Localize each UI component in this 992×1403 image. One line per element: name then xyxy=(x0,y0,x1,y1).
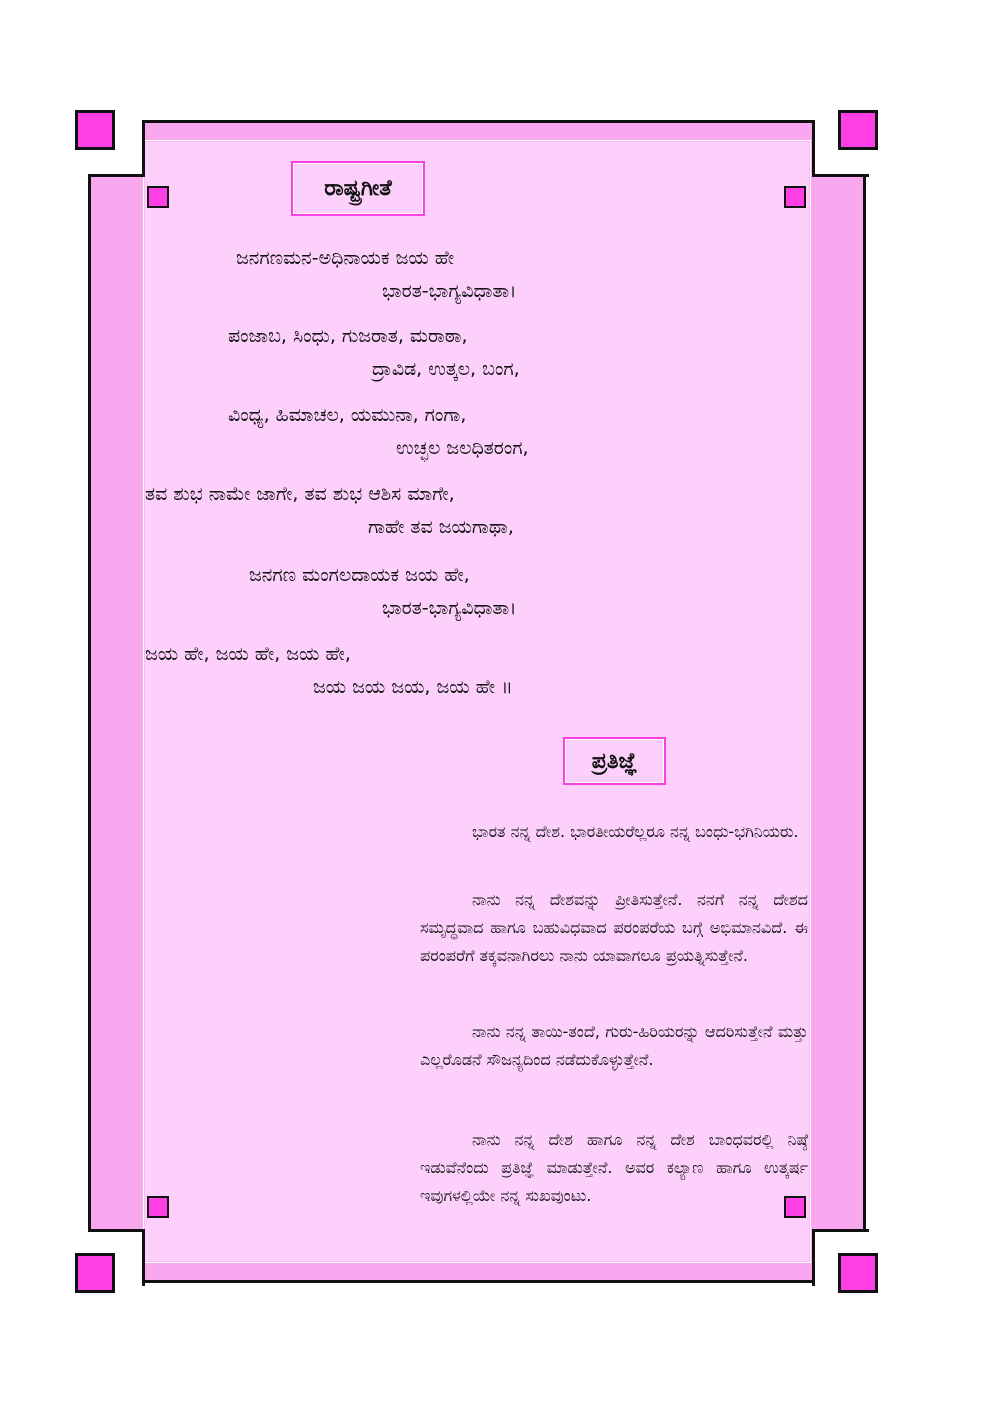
page-frame-inner xyxy=(143,140,811,1263)
corner-square-bottom-left xyxy=(75,1253,115,1293)
anthem-line: ಜನಗಣಮನ-ಅಧಿನಾಯಕ ಜಯ ಹೇ xyxy=(236,247,455,269)
pledge-paragraph: ನಾನು ನನ್ನ ತಾಯಿ-ತಂದೆ, ಗುರು-ಹಿರಿಯರನ್ನು ಆದರಿಸುತ್ತೇನೆ ಮತ್ತು ಎಲ್ಲರೊಡನೆ ಸೌಜನ್ಯದಿಂದ ನಡೆದುಕೊಳ್ಳುತ್ತೇನೆ. xyxy=(420,1022,808,1069)
pledge-paragraph: ನಾನು ನನ್ನ ದೇಶವನ್ನು ಪ್ರೀತಿಸುತ್ತೇನೆ. ನನಗೆ ನನ್ನ ದೇಶದ ಸಮೃದ್ಧವಾದ ಹಾಗೂ ಬಹುವಿಧವಾದ ಪರಂಪರೆಯ ಬಗ್ಗೆ ಅಭಿಮಾನವಿದೆ. ಈ ಪರಂಪರೆಗೆ ತಕ್ಕವನಾಗಿರಲು ನಾನು ಯಾವಾಗಲೂ ಪ್ರಯತ್ನಿಸುತ್ತೇನೆ. xyxy=(420,890,808,965)
anthem-line: ಗಾಹೇ ತವ ಜಯಗಾಥಾ, xyxy=(368,516,514,538)
pledge-title: ಪ್ರತಿಜ್ಞೆ xyxy=(563,737,666,785)
pledge-paragraph: ನಾನು ನನ್ನ ದೇಶ ಹಾಗೂ ನನ್ನ ದೇಶ ಬಾಂಧವರಲ್ಲಿ ನಿಷ್ಠೆ ಇಡುವೆನೆಂದು ಪ್ರತಿಜ್ಞೆ ಮಾಡುತ್ತೇನೆ. ಅವರ ಕಲ್ಯಾಣ ಹಾಗೂ ಉತ್ಕರ್ಷ ಇವುಗಳಲ್ಲಿಯೇ ನನ್ನ ಸುಖವುಂಟು. xyxy=(420,1130,808,1205)
anthem-line: ತವ ಶುಭ ನಾಮೇ ಜಾಗೇ, ತವ ಶುಭ ಆಶಿಸ ಮಾಗೇ, xyxy=(145,483,455,505)
inner-square-bottom-left xyxy=(147,1196,169,1218)
corner-square-bottom-right xyxy=(838,1253,878,1293)
anthem-line: ಉಚ್ಛಲ ಜಲಧಿತರಂಗ, xyxy=(396,437,529,459)
anthem-line: ಭಾರತ-ಭಾಗ್ಯವಿಧಾತಾ। xyxy=(382,597,517,619)
anthem-title: ರಾಷ್ಟ್ರಗೀತೆ xyxy=(291,161,425,216)
anthem-line: ಭಾರತ-ಭಾಗ್ಯವಿಧಾತಾ। xyxy=(382,280,517,302)
anthem-line: ವಿಂಧ್ಯ, ಹಿಮಾಚಲ, ಯಮುನಾ, ಗಂಗಾ, xyxy=(228,404,467,426)
anthem-line: ಜನಗಣ ಮಂಗಲದಾಯಕ ಜಯ ಹೇ, xyxy=(249,564,470,586)
anthem-line: ಜಯ ಜಯ ಜಯ, ಜಯ ಹೇ ॥ xyxy=(313,676,513,698)
corner-square-top-right xyxy=(838,110,878,150)
anthem-line: ಜಯ ಹೇ, ಜಯ ಹೇ, ಜಯ ಹೇ, xyxy=(145,643,351,665)
inner-square-top-left xyxy=(147,186,169,208)
pledge-paragraph: ಭಾರತ ನನ್ನ ದೇಶ. ಭಾರತೀಯರೆಲ್ಲರೂ ನನ್ನ ಬಂಧು-ಭಗಿನಿಯರು. xyxy=(472,822,799,841)
anthem-line: ದ್ರಾವಿಡ, ಉತ್ಕಲ, ಬಂಗ, xyxy=(372,358,520,380)
anthem-line: ಪಂಜಾಬ, ಸಿಂಧು, ಗುಜರಾತ, ಮರಾಠಾ, xyxy=(228,325,468,347)
inner-square-top-right xyxy=(784,186,806,208)
corner-square-top-left xyxy=(75,110,115,150)
